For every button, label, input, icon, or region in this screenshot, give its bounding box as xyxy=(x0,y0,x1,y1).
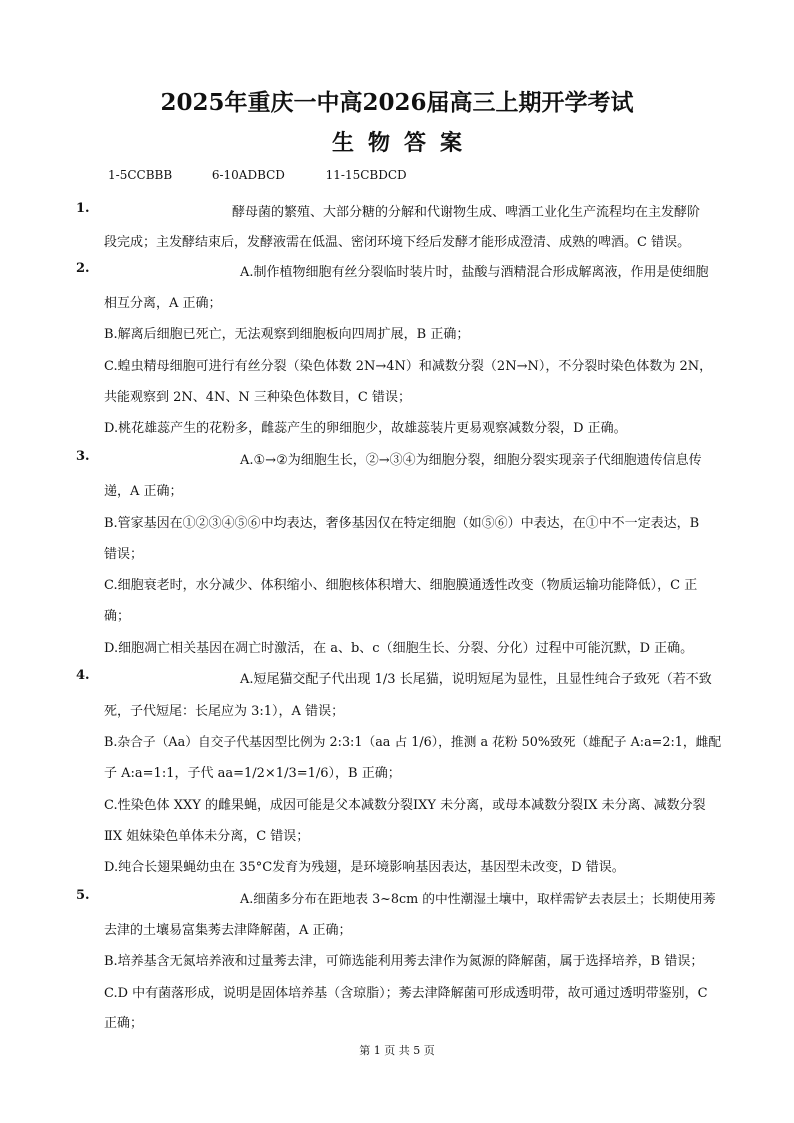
question-text-line: C.性染色体 XXY 的雌果蝇，成因可能是父本减数分裂ⅠXY 未分离，或母本减数分裂ⅠX 未分离、减数分裂 xyxy=(104,798,706,813)
answer-key xyxy=(108,168,407,182)
question-text-line: D.桃花雄蕊产生的花粉多，雌蕊产生的卵细胞少，故雄蕊装片更易观察减数分裂，D 正确。 xyxy=(104,421,627,436)
question-text-line: A.细菌多分布在距地表 3~8cm 的中性潮湿土壤中，取样需铲去表层土；长期使用莠 xyxy=(240,892,716,907)
question-text-line: 错误； xyxy=(104,547,144,562)
answer-group: 6-10ADBCD xyxy=(211,168,285,182)
question-text-line: A.制作植物细胞有丝分裂临时装片时，盐酸与酒精混合形成解离液，作用是使细胞 xyxy=(240,265,709,280)
question-text-line: 酵母菌的繁殖、大部分糖的分解和代谢物生成、啤酒工业化生产流程均在主发酵阶 xyxy=(232,205,701,220)
question-number: 5. xyxy=(76,888,90,903)
page-footer: 第 1 页 共 5 页 xyxy=(359,1044,435,1057)
question-text-line: 段完成；主发酵结束后，发酵液需在低温、密闭环境下经后发酵才能形成澄清、成熟的啤酒。C 错误。 xyxy=(104,235,691,250)
question-text-line: 子 A:a=1:1，子代 aa=1/2×1/3=1/6），B 正确； xyxy=(104,766,401,781)
question-number: 3. xyxy=(76,449,90,464)
question-text-line: A.短尾猫交配子代出现 1/3 长尾猫，说明短尾为显性，且显性纯合子致死（若不致 xyxy=(240,672,712,687)
question-text-line: D.细胞凋亡相关基因在凋亡时激活，在 a、b、c（细胞生长、分裂、分化）过程中可能沉默，D 正确。 xyxy=(104,641,694,656)
question-text-line: 死，子代短尾：长尾应为 3:1），A 错误； xyxy=(104,704,345,719)
question-text-line: ⅡX 姐妹染色单体未分离，C 错误； xyxy=(104,829,310,844)
question-text-line: 递，A 正确； xyxy=(104,484,183,499)
question-number: 4. xyxy=(76,668,90,683)
question-number: 2. xyxy=(76,261,90,276)
question-text-line: 确； xyxy=(104,609,131,624)
question-text-line: C.蝗虫精母细胞可进行有丝分裂（染色体数 2N→4N）和减数分裂（2N→N），不分裂时染色体数为 2N， xyxy=(104,359,713,374)
question-text-line: 共能观察到 2N、4N、N 三种染色体数目，C 错误； xyxy=(104,390,412,405)
question-text-line: C.细胞衰老时，水分减少、体积缩小、细胞核体积增大、细胞膜通透性改变（物质运输功能降低），C 正 xyxy=(104,578,698,593)
question-text-line: B.培养基含无氮培养液和过量莠去津，可筛选能利用莠去津作为氮源的降解菌，属于选择培养，B 错误； xyxy=(104,954,704,969)
page-title: 2025年重庆一中高2026届高三上期开学考试 xyxy=(160,89,634,116)
question-number: 1. xyxy=(76,201,90,216)
question-text-line: B.杂合子（Aa）自交子代基因型比例为 2:3:1（aa 占 1/6），推测 a 花粉 50%致死（雄配子 A:a=2:1，雌配 xyxy=(104,735,722,750)
answer-group: 1-5CCBBB xyxy=(108,168,173,182)
question-text-line: C.D 中有菌落形成，说明是固体培养基（含琼脂）；莠去津降解菌可形成透明带，故可通过透明带鉴别，C xyxy=(104,986,708,1001)
question-text-line: D.纯合长翅果蝇幼虫在 35°C发育为残翅，是环境影响基因表达，基因型未改变，D 错误。 xyxy=(104,860,625,875)
question-text-line: 去津的土壤易富集莠去津降解菌，A 正确； xyxy=(104,923,352,938)
question-text-line: B.管家基因在①②③④⑤⑥中均表达，奢侈基因仅在特定细胞（如⑤⑥）中表达，在①中不一定表达，B xyxy=(104,516,700,531)
question-text-line: 相互分离，A 正确； xyxy=(104,296,222,311)
page-subtitle: 生物答案 xyxy=(331,130,476,156)
question-text-line: 正确； xyxy=(104,1016,144,1031)
question-text-line: A.①→②为细胞生长，②→③④为细胞分裂，细胞分裂实现亲子代细胞遗传信息传 xyxy=(240,453,702,468)
question-text-line: B.解离后细胞已死亡，无法观察到细胞板向四周扩展，B 正确； xyxy=(104,327,470,342)
answer-group: 11-15CBDCD xyxy=(325,168,407,182)
